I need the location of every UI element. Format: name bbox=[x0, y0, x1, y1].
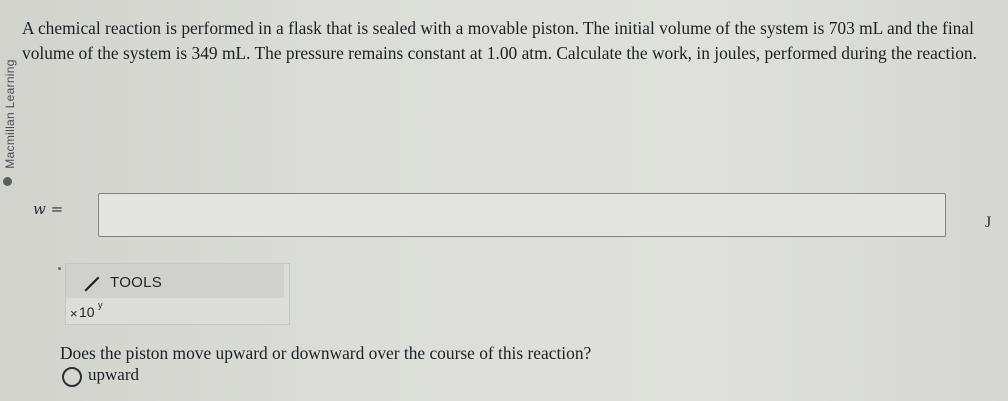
pencil-tool-icon bbox=[84, 276, 100, 292]
brand-name: Macmillan Learning bbox=[3, 59, 17, 169]
tools-panel bbox=[65, 263, 290, 325]
tools-label: TOOLS bbox=[110, 274, 163, 291]
work-answer-input[interactable] bbox=[98, 193, 946, 237]
bullet-dot bbox=[58, 267, 61, 270]
work-variable-label: w = bbox=[33, 200, 64, 218]
question-text bbox=[22, 16, 1007, 66]
exponent-y: y bbox=[98, 300, 103, 310]
tools-button[interactable] bbox=[66, 264, 284, 298]
base-ten: 10 bbox=[79, 304, 95, 320]
question2-text: Does the piston move upward or downward over the course of this reaction? bbox=[60, 343, 592, 363]
brand-strip bbox=[0, 14, 20, 174]
unit-label: J bbox=[985, 214, 992, 231]
scientific-notation-button[interactable] bbox=[66, 298, 114, 326]
times-symbol: × bbox=[70, 306, 78, 321]
option-label: upward bbox=[88, 365, 139, 384]
macmillan-logo-icon bbox=[3, 177, 12, 186]
radio-button[interactable] bbox=[62, 367, 82, 387]
question-paragraph: A chemical reaction is performed in a flask that is sealed with a movable piston. The initial volume of the system is 703 mL and the final volume of the system is 349 mL. The pressure remains constant at 1.00 atm. Calculate the work, in joules, performed during the reaction. bbox=[22, 18, 977, 63]
